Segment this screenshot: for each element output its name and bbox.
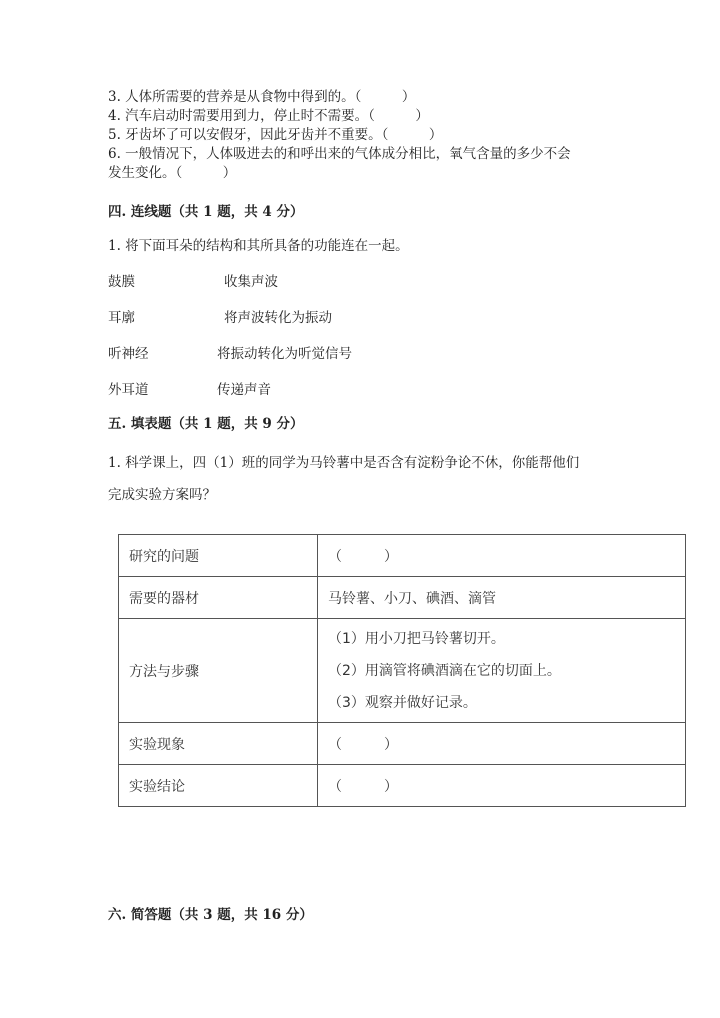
judge-item-6-cont: 发生变化。（ ） — [108, 165, 237, 181]
section-4-question: 1. 将下面耳朵的结构和其所具备的功能连在一起。 — [108, 238, 409, 254]
row-label-phenomenon: 实验现象 — [119, 723, 318, 765]
row-value-conclusion: （ ） — [318, 765, 686, 807]
method-step-2: （2）用滴管将碘酒滴在它的切面上。 — [328, 662, 561, 679]
table-row — [119, 723, 686, 765]
row-value-method — [318, 619, 686, 723]
row-label-conclusion: 实验结论 — [119, 765, 318, 807]
judge-item-3: 3. 人体所需要的营养是从食物中得到的。（ ） — [108, 89, 416, 105]
judge-item-5: 5. 牙齿坏了可以安假牙，因此牙齿并不重要。（ ） — [108, 127, 443, 143]
method-step-1: （1）用小刀把马铃薯切开。 — [328, 630, 505, 647]
table-row — [119, 535, 686, 577]
judge-item-4: 4. 汽车启动时需要用到力，停止时不需要。（ ） — [108, 108, 429, 124]
match-right-4: 传递声音 — [217, 382, 271, 398]
row-value-materials: 马铃薯、小刀、碘酒、滴管 — [318, 577, 686, 619]
match-left-1: 鼓膜 — [108, 274, 135, 290]
row-value-phenomenon: （ ） — [318, 723, 686, 765]
row-label-method: 方法与步骤 — [119, 619, 318, 723]
section-5-question-line2: 完成实验方案吗？ — [108, 487, 216, 503]
table-row — [119, 765, 686, 807]
table-row — [119, 577, 686, 619]
section-4-heading: 四. 连线题（共 1 题，共 4 分） — [108, 204, 304, 220]
judge-item-6: 6. 一般情况下，人体吸进去的和呼出来的气体成分相比，氧气含量的多少不会 — [108, 146, 571, 162]
section-5-heading: 五. 填表题（共 1 题，共 9 分） — [108, 416, 304, 432]
method-step-3: （3）观察并做好记录。 — [328, 694, 477, 711]
row-label-question: 研究的问题 — [119, 535, 318, 577]
match-right-2: 将声波转化为振动 — [224, 310, 332, 326]
row-label-materials: 需要的器材 — [119, 577, 318, 619]
experiment-table — [118, 534, 686, 807]
match-left-3: 听神经 — [108, 346, 149, 362]
match-right-1: 收集声波 — [224, 274, 278, 290]
match-left-2: 耳廓 — [108, 310, 135, 326]
section-5-question-line1: 1. 科学课上，四（1）班的同学为马铃薯中是否含有淀粉争论不休，你能帮他们 — [108, 455, 580, 471]
match-left-4: 外耳道 — [108, 382, 149, 398]
match-right-3: 将振动转化为听觉信号 — [217, 346, 352, 362]
section-6-heading: 六. 简答题（共 3 题，共 16 分） — [108, 907, 313, 923]
row-value-question: （ ） — [318, 535, 686, 577]
table-row — [119, 619, 686, 723]
